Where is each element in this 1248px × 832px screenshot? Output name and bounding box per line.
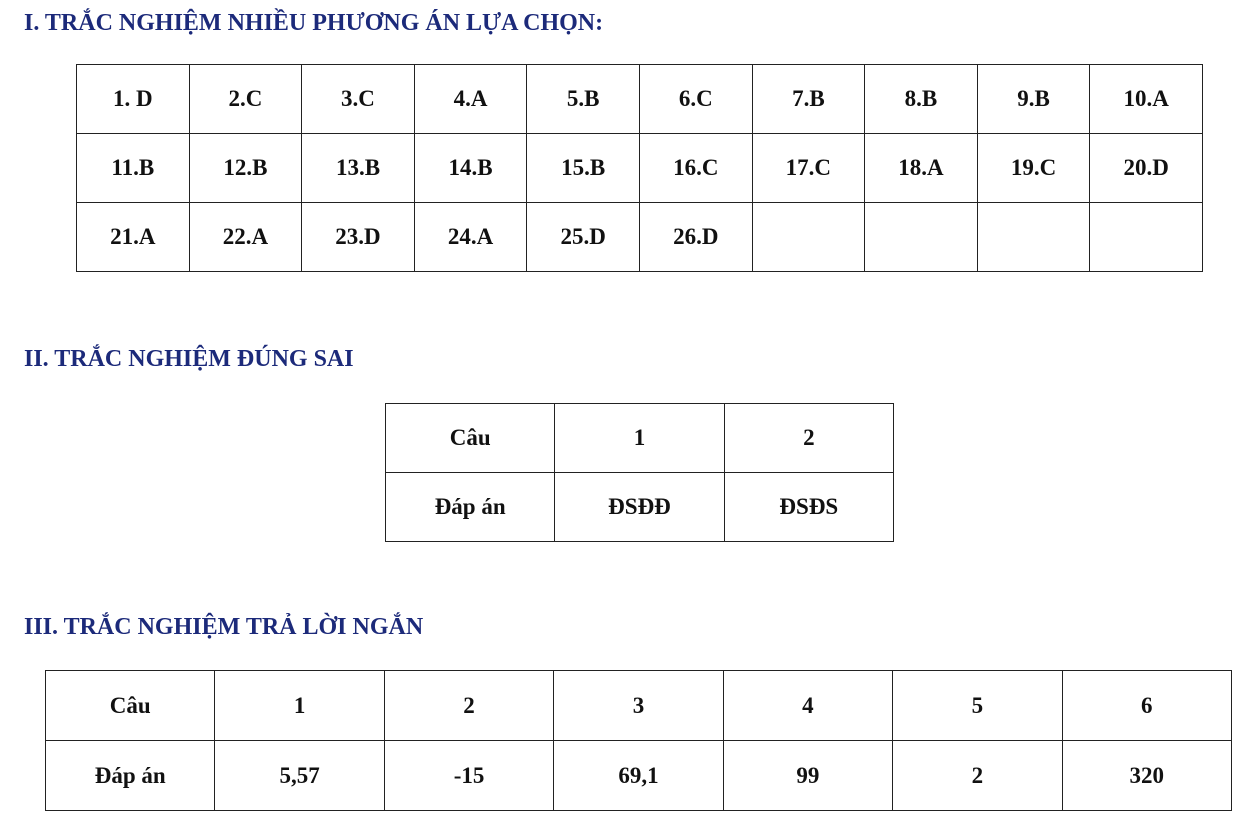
- header-cell: Câu: [386, 404, 555, 473]
- section-1-title: I. TRẮC NGHIỆM NHIỀU PHƯƠNG ÁN LỰA CHỌN:: [24, 10, 604, 36]
- answer-cell: -15: [384, 741, 553, 811]
- table-row: [77, 134, 1203, 203]
- answer-cell: 1. D: [77, 65, 190, 134]
- answer-cell: 24.A: [414, 203, 527, 272]
- header-cell: Câu: [46, 671, 215, 741]
- answer-cell: 16.C: [639, 134, 752, 203]
- true-false-answer-table: [385, 403, 894, 542]
- answer-cell: 7.B: [752, 65, 865, 134]
- answer-cell: 21.A: [77, 203, 190, 272]
- table-row: [386, 473, 894, 542]
- answer-cell: 18.A: [865, 134, 978, 203]
- header-cell: 4: [723, 671, 892, 741]
- answer-cell: 5,57: [215, 741, 384, 811]
- table-row: [46, 671, 1232, 741]
- answer-cell: 320: [1062, 741, 1231, 811]
- answer-cell: 19.C: [977, 134, 1090, 203]
- answer-cell: ĐSĐS: [724, 473, 893, 542]
- answer-cell: 2.C: [189, 65, 302, 134]
- answer-cell: 11.B: [77, 134, 190, 203]
- answer-cell: 22.A: [189, 203, 302, 272]
- answer-cell: 8.B: [865, 65, 978, 134]
- multiple-choice-answer-table: [76, 64, 1203, 272]
- header-cell: 5: [893, 671, 1062, 741]
- header-cell: 1: [555, 404, 724, 473]
- answer-cell: [977, 203, 1090, 272]
- answer-cell: 12.B: [189, 134, 302, 203]
- table-row: [77, 203, 1203, 272]
- header-cell: 3: [554, 671, 723, 741]
- answer-cell: 20.D: [1090, 134, 1203, 203]
- answer-cell: 99: [723, 741, 892, 811]
- table-row: [386, 404, 894, 473]
- section-2-title: II. TRẮC NGHIỆM ĐÚNG SAI: [24, 346, 354, 372]
- answer-cell: 25.D: [527, 203, 640, 272]
- answer-cell: 13.B: [302, 134, 415, 203]
- answer-cell: 10.A: [1090, 65, 1203, 134]
- answer-cell: ĐSĐĐ: [555, 473, 724, 542]
- header-cell: 6: [1062, 671, 1231, 741]
- header-cell: 2: [724, 404, 893, 473]
- answer-cell: 5.B: [527, 65, 640, 134]
- answer-cell: 3.C: [302, 65, 415, 134]
- answer-cell: 26.D: [639, 203, 752, 272]
- answer-cell: [752, 203, 865, 272]
- header-cell: 1: [215, 671, 384, 741]
- answer-cell: [865, 203, 978, 272]
- answer-label-cell: Đáp án: [46, 741, 215, 811]
- answer-cell: 17.C: [752, 134, 865, 203]
- answer-cell: 4.A: [414, 65, 527, 134]
- answer-cell: 69,1: [554, 741, 723, 811]
- answer-cell: [1090, 203, 1203, 272]
- answer-label-cell: Đáp án: [386, 473, 555, 542]
- answer-cell: 2: [893, 741, 1062, 811]
- header-cell: 2: [384, 671, 553, 741]
- short-answer-table: [45, 670, 1232, 811]
- section-3-title: III. TRẮC NGHIỆM TRẢ LỜI NGẮN: [24, 614, 424, 640]
- table-row: [46, 741, 1232, 811]
- answer-cell: 6.C: [639, 65, 752, 134]
- table-row: [77, 65, 1203, 134]
- answer-cell: 9.B: [977, 65, 1090, 134]
- answer-cell: 14.B: [414, 134, 527, 203]
- answer-cell: 23.D: [302, 203, 415, 272]
- answer-cell: 15.B: [527, 134, 640, 203]
